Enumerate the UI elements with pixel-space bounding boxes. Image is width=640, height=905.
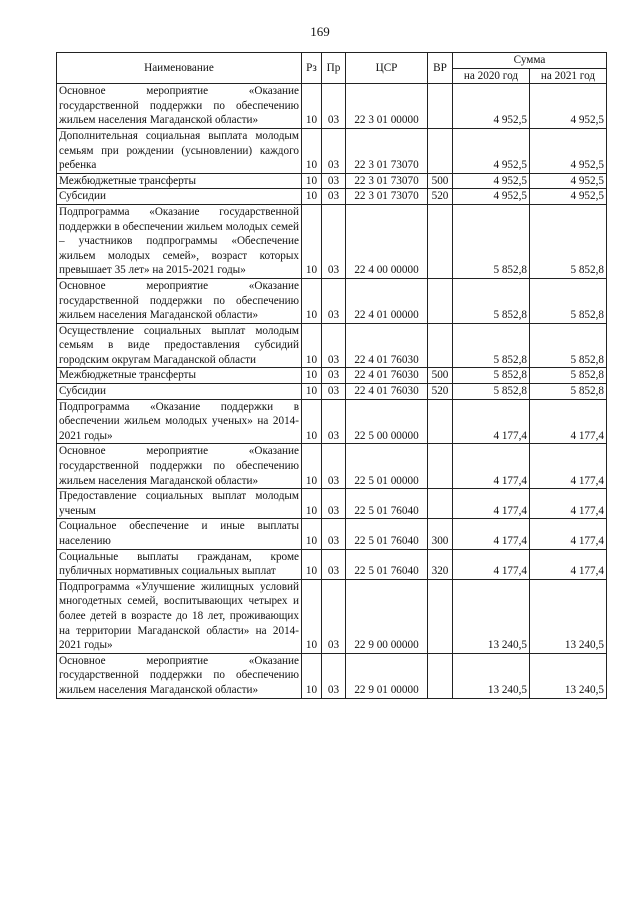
row-sum-2021: 5 852,8 — [530, 278, 607, 323]
header-vr: ВР — [428, 53, 453, 84]
row-sum-2020: 4 952,5 — [453, 84, 530, 129]
row-rz: 10 — [302, 519, 322, 549]
row-csr: 22 3 01 00000 — [346, 84, 428, 129]
table-row — [57, 653, 607, 698]
row-name: Осуществление социальных выплат молодым семьям в виде предоставления субсидий городским округам Магаданской области — [57, 323, 302, 368]
row-sum-2021: 5 852,8 — [530, 368, 607, 384]
table-row — [57, 549, 607, 579]
row-csr: 22 9 00 00000 — [346, 579, 428, 653]
row-sum-2020: 5 852,8 — [453, 278, 530, 323]
row-name: Подпрограмма «Улучшение жилищных условий многодетных семей, воспитывающих четырех и более детей в возрасте до 18 лет, проживающих на территории Магаданской области» на 2014-2021 годы» — [57, 579, 302, 653]
row-name: Социальные выплаты гражданам, кроме публичных нормативных социальных выплат — [57, 549, 302, 579]
row-pr: 03 — [322, 399, 346, 444]
table-row — [57, 444, 607, 489]
row-pr: 03 — [322, 173, 346, 189]
page-number: 169 — [310, 24, 330, 39]
row-csr: 22 4 01 76030 — [346, 384, 428, 400]
row-vr — [428, 489, 453, 519]
row-pr: 03 — [322, 579, 346, 653]
header-name: Наименование — [57, 53, 302, 84]
row-sum-2021: 4 177,4 — [530, 519, 607, 549]
header-year-2021: на 2021 год — [530, 68, 607, 84]
table-row — [57, 278, 607, 323]
row-vr: 500 — [428, 173, 453, 189]
row-sum-2021: 13 240,5 — [530, 579, 607, 653]
row-pr: 03 — [322, 323, 346, 368]
row-vr — [428, 128, 453, 173]
header-rz: Рз — [302, 53, 322, 84]
header-pr: Пр — [322, 53, 346, 84]
row-sum-2020: 4 952,5 — [453, 189, 530, 205]
row-csr: 22 5 01 76040 — [346, 519, 428, 549]
row-pr: 03 — [322, 278, 346, 323]
table-row — [57, 368, 607, 384]
table-row — [57, 189, 607, 205]
table-row — [57, 173, 607, 189]
table-header — [57, 53, 607, 84]
row-pr: 03 — [322, 489, 346, 519]
row-sum-2021: 4 952,5 — [530, 173, 607, 189]
row-rz: 10 — [302, 489, 322, 519]
row-sum-2020: 4 952,5 — [453, 128, 530, 173]
row-pr: 03 — [322, 519, 346, 549]
row-vr — [428, 278, 453, 323]
row-csr: 22 5 01 76040 — [346, 549, 428, 579]
row-rz: 10 — [302, 444, 322, 489]
row-rz: 10 — [302, 189, 322, 205]
row-rz: 10 — [302, 579, 322, 653]
header-sum: Сумма — [453, 53, 607, 69]
row-rz: 10 — [302, 368, 322, 384]
row-name: Дополнительная социальная выплата молодым семьям при рождении (усыновлении) каждого ребенка — [57, 128, 302, 173]
row-sum-2021: 4 952,5 — [530, 128, 607, 173]
row-name: Основное мероприятие «Оказание государственной поддержки по обеспечению жильем населения Магаданской области» — [57, 278, 302, 323]
row-pr: 03 — [322, 204, 346, 278]
row-csr: 22 4 00 00000 — [346, 204, 428, 278]
row-csr: 22 5 00 00000 — [346, 399, 428, 444]
row-csr: 22 3 01 73070 — [346, 189, 428, 205]
table-row — [57, 519, 607, 549]
row-pr: 03 — [322, 368, 346, 384]
row-sum-2020: 5 852,8 — [453, 204, 530, 278]
row-sum-2021: 13 240,5 — [530, 653, 607, 698]
row-sum-2021: 4 952,5 — [530, 84, 607, 129]
row-pr: 03 — [322, 384, 346, 400]
row-sum-2021: 4 177,4 — [530, 549, 607, 579]
row-pr: 03 — [322, 189, 346, 205]
table-row — [57, 204, 607, 278]
row-vr — [428, 444, 453, 489]
row-vr: 520 — [428, 384, 453, 400]
row-sum-2020: 4 177,4 — [453, 399, 530, 444]
row-rz: 10 — [302, 384, 322, 400]
row-name: Межбюджетные трансферты — [57, 368, 302, 384]
row-name: Основное мероприятие «Оказание государственной поддержки по обеспечению жильем населения Магаданской области» — [57, 444, 302, 489]
row-vr — [428, 579, 453, 653]
table-row — [57, 323, 607, 368]
table-body — [57, 84, 607, 698]
row-rz: 10 — [302, 549, 322, 579]
row-name: Социальное обеспечение и иные выплаты населению — [57, 519, 302, 549]
table-row — [57, 579, 607, 653]
row-sum-2020: 4 177,4 — [453, 519, 530, 549]
table-row — [57, 84, 607, 129]
row-csr: 22 4 01 76030 — [346, 368, 428, 384]
row-sum-2021: 4 177,4 — [530, 444, 607, 489]
row-vr: 320 — [428, 549, 453, 579]
row-vr — [428, 204, 453, 278]
row-name: Субсидии — [57, 189, 302, 205]
row-pr: 03 — [322, 128, 346, 173]
row-name: Основное мероприятие «Оказание государственной поддержки по обеспечению жильем населения Магаданской области» — [57, 84, 302, 129]
row-pr: 03 — [322, 444, 346, 489]
row-csr: 22 4 01 76030 — [346, 323, 428, 368]
table-row — [57, 489, 607, 519]
row-name: Подпрограмма «Оказание государственной поддержки в обеспечении жильем молодых семей – участников подпрограммы «Обеспечение жильем молодых семей», возраст которых превышает 35 лет» на 2015-2021 годы» — [57, 204, 302, 278]
row-vr — [428, 399, 453, 444]
row-name: Предоставление социальных выплат молодым ученым — [57, 489, 302, 519]
row-pr: 03 — [322, 549, 346, 579]
budget-table — [56, 52, 607, 699]
row-vr — [428, 84, 453, 129]
row-csr: 22 3 01 73070 — [346, 128, 428, 173]
table-row — [57, 384, 607, 400]
row-name: Подпрограмма «Оказание поддержки в обеспечении жильем молодых ученых» на 2014-2021 годы» — [57, 399, 302, 444]
table-row — [57, 399, 607, 444]
row-csr: 22 3 01 73070 — [346, 173, 428, 189]
row-sum-2020: 4 177,4 — [453, 549, 530, 579]
row-rz: 10 — [302, 173, 322, 189]
row-sum-2020: 4 952,5 — [453, 173, 530, 189]
row-sum-2021: 5 852,8 — [530, 204, 607, 278]
row-rz: 10 — [302, 204, 322, 278]
row-name: Межбюджетные трансферты — [57, 173, 302, 189]
row-sum-2020: 13 240,5 — [453, 579, 530, 653]
row-name: Основное мероприятие «Оказание государственной поддержки по обеспечению жильем населения Магаданской области» — [57, 653, 302, 698]
row-sum-2021: 4 177,4 — [530, 399, 607, 444]
row-sum-2020: 5 852,8 — [453, 368, 530, 384]
row-vr: 500 — [428, 368, 453, 384]
row-vr — [428, 323, 453, 368]
row-rz: 10 — [302, 278, 322, 323]
row-rz: 10 — [302, 323, 322, 368]
row-rz: 10 — [302, 84, 322, 129]
row-csr: 22 9 01 00000 — [346, 653, 428, 698]
row-sum-2020: 4 177,4 — [453, 444, 530, 489]
row-vr — [428, 653, 453, 698]
row-pr: 03 — [322, 84, 346, 129]
row-sum-2021: 5 852,8 — [530, 384, 607, 400]
row-csr: 22 5 01 76040 — [346, 489, 428, 519]
header-year-2020: на 2020 год — [453, 68, 530, 84]
row-rz: 10 — [302, 128, 322, 173]
table-row — [57, 128, 607, 173]
row-rz: 10 — [302, 653, 322, 698]
row-vr: 520 — [428, 189, 453, 205]
row-sum-2020: 4 177,4 — [453, 489, 530, 519]
row-sum-2021: 5 852,8 — [530, 323, 607, 368]
header-csr: ЦСР — [346, 53, 428, 84]
row-sum-2021: 4 177,4 — [530, 489, 607, 519]
row-sum-2020: 5 852,8 — [453, 323, 530, 368]
row-sum-2020: 13 240,5 — [453, 653, 530, 698]
row-csr: 22 5 01 00000 — [346, 444, 428, 489]
row-pr: 03 — [322, 653, 346, 698]
row-name: Субсидии — [57, 384, 302, 400]
row-sum-2021: 4 952,5 — [530, 189, 607, 205]
row-sum-2020: 5 852,8 — [453, 384, 530, 400]
row-csr: 22 4 01 00000 — [346, 278, 428, 323]
row-rz: 10 — [302, 399, 322, 444]
row-vr: 300 — [428, 519, 453, 549]
